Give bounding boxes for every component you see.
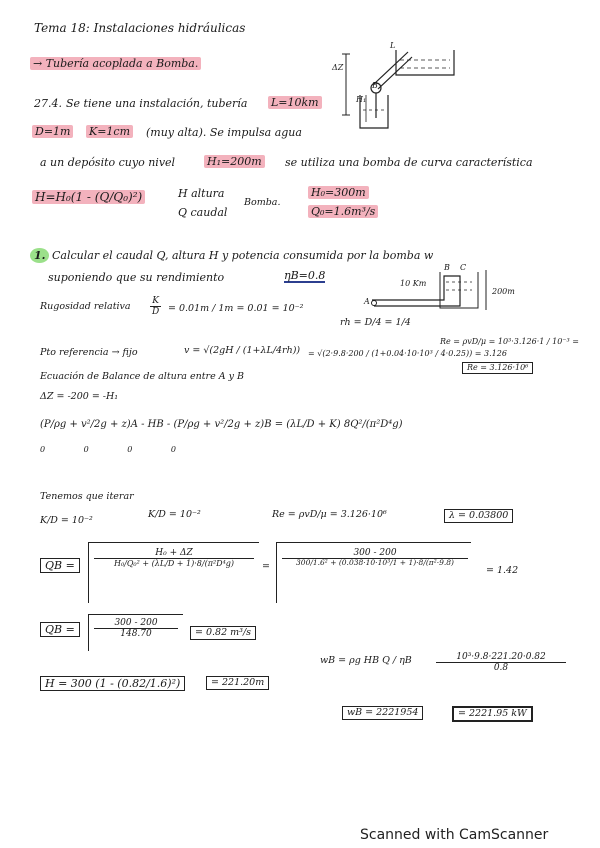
kd-value: K/D = 10⁻²	[40, 515, 93, 526]
qb-final-label: QB =	[40, 622, 80, 637]
question-text-a: Calcular el caudal Q, altura H y potencia consumida por la bomba w	[52, 249, 434, 262]
h-calc: H = 300 (1 - (0.82/1.6)²)	[40, 676, 185, 691]
qb-formula-den: H₀/Q₀² + (λL/D + 1)·8/(π²D⁴g)	[113, 559, 235, 569]
problem-line3-pre: a un depósito cuyo nivel	[40, 156, 176, 169]
diagram2-a: A	[364, 297, 370, 306]
page-title: Tema 18: Instalaciones hidráulicas	[34, 21, 246, 35]
question-number: 1.	[30, 248, 49, 263]
dz-label: ΔZ	[332, 63, 344, 72]
velocity-formula: v = √(2gH / (1+λL/4rh))	[184, 345, 301, 356]
problem-line1: Se tiene una instalación, tubería	[66, 97, 248, 110]
scanner-watermark: Scanned with CamScanner	[360, 827, 549, 843]
pipe-reservoir-diagram	[370, 263, 500, 316]
diagram2-c: C	[460, 263, 467, 272]
diagram2-length: 10 Km	[400, 279, 427, 288]
diagram2-b: B	[444, 263, 450, 272]
installation-diagram	[336, 40, 456, 130]
qb-sub-den: 300/1.6² + (0.038·10·10³/1 + 1)·8/(π²·9.8)	[296, 558, 454, 568]
kd-value-2: K/D = 10⁻²	[148, 509, 201, 520]
bomba-label: Bomba.	[244, 197, 281, 208]
rh-eq: rh = D/4 = 1/4	[340, 317, 411, 328]
balance-title: Ecuación de Balance de altura entre A y B	[40, 371, 244, 382]
diameter-value: D=1m	[32, 125, 73, 138]
length-value: L=10km	[268, 96, 322, 109]
problem-line3-post: se utiliza una bomba de curva característica	[285, 156, 533, 169]
problem-line2: (muy alta). Se impulsa agua	[146, 126, 302, 139]
h-result: = 221.20m	[206, 676, 269, 690]
diagram2-height: 200m	[492, 287, 515, 296]
dz-equation: ΔZ = -200 = -H₁	[40, 391, 119, 402]
k-value: K=1cm	[86, 125, 133, 138]
qb-final-den: 148.70	[120, 629, 152, 640]
h-label: H altura	[178, 187, 225, 200]
b-diagram-label: B	[372, 81, 378, 90]
rugosity-eq: = 0.01m / 1m = 0.01 = 10⁻²	[168, 303, 304, 314]
rugosity-label: Rugosidad relativa	[40, 301, 131, 312]
qb-sub-num: 300 - 200	[282, 548, 468, 559]
h1-diagram-label: H₁	[356, 95, 367, 104]
qb-final-num: 300 - 200	[94, 618, 178, 629]
curve-equation: H=H₀(1 - (Q/Q₀)²)	[32, 190, 145, 204]
h1-value: H₁=200m	[204, 155, 265, 168]
qb-substituted	[282, 548, 468, 568]
reynolds-iter: Re = ρvD/μ = 3.126·10⁶	[272, 509, 387, 520]
velocity-numeric: = √(2·9.8·200 / (1+0.04·10·10³ / 4·0.25)) = 3.126	[308, 349, 507, 358]
subtitle: → Tubería acoplada a Bomba.	[30, 57, 201, 70]
problem-number: 27.4.	[34, 97, 62, 110]
power-den: 0.8	[493, 663, 509, 674]
balance-zeros: 0 0 0 0	[40, 445, 194, 454]
q0-value: Q₀=1.6m³/s	[308, 205, 378, 218]
qb-final-fraction	[94, 618, 178, 640]
pto-ref: Pto referencia → fijo	[40, 347, 138, 358]
power-substitution	[436, 652, 566, 674]
q-label: Q caudal	[178, 206, 228, 219]
reynolds-eq: Re = ρvD/μ = 10³·3.126·1 / 10⁻³ =	[440, 337, 579, 346]
power-watts: wB = 2221954	[342, 706, 423, 720]
iterate-label: Tenemos que iterar	[40, 491, 134, 502]
qb-formula-num: H₀ + ΔZ	[94, 548, 254, 559]
lambda-result: λ = 0.03800	[444, 509, 513, 523]
power-kw: = 2221.95 kW	[452, 706, 533, 722]
efficiency-value: ηB=0.8	[284, 269, 326, 282]
l-diagram-label: L	[390, 41, 396, 50]
qb-approx: = 1.42	[486, 565, 519, 576]
equals-sign: =	[262, 561, 270, 572]
power-formula: wB = ρg HB Q / ηB	[320, 655, 412, 666]
balance-equation: (P/ρg + v²/2g + z)A - HB - (P/ρg + v²/2g + z)B = (λL/D + K) 8Q²/(π²D⁴g)	[40, 419, 403, 430]
qb-final-result: = 0.82 m³/s	[190, 626, 256, 640]
qb-label: QB =	[40, 558, 80, 573]
k-over-d: $\frac{K}{D}$	[152, 296, 160, 318]
question-text-b: suponiendo que su rendimiento	[48, 271, 225, 284]
h0-value: H₀=300m	[308, 186, 369, 199]
qb-formula	[94, 548, 254, 569]
power-num: 10³·9.8·221.20·0.82	[436, 652, 566, 663]
reynolds-result: Re = 3.126·10⁶	[462, 362, 533, 374]
